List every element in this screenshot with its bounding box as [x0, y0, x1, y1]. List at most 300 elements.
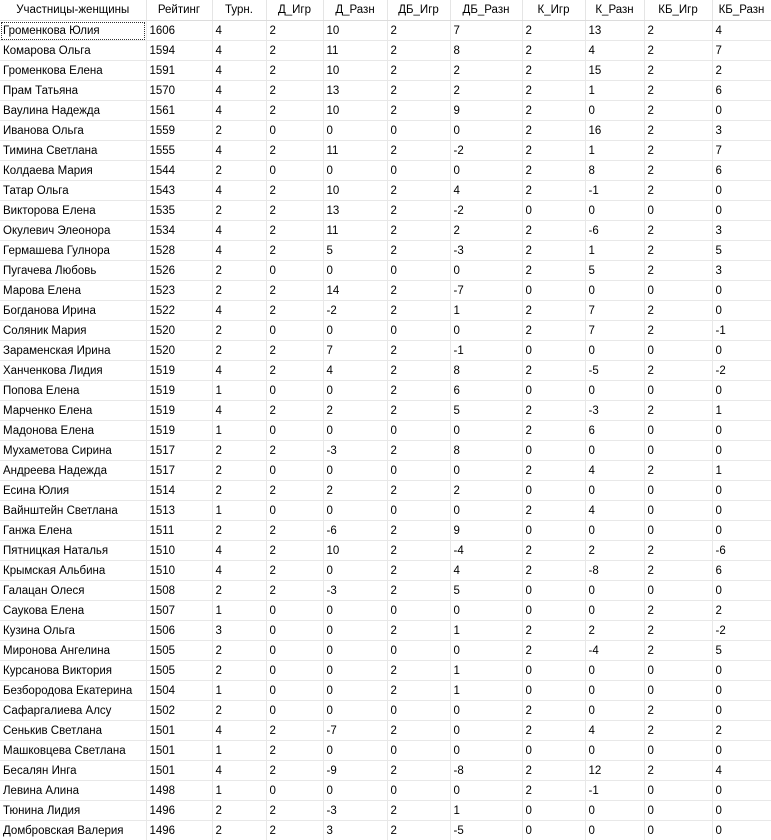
- cell-kb-games[interactable]: 0: [644, 521, 712, 541]
- cell-k-games[interactable]: 2: [522, 241, 585, 261]
- cell-kb-games[interactable]: 2: [644, 41, 712, 61]
- cell-d-games[interactable]: 2: [266, 821, 323, 840]
- cell-db-diff[interactable]: -4: [450, 541, 522, 561]
- column-header-participant[interactable]: Участницы-женщины: [0, 0, 146, 21]
- cell-tournaments[interactable]: 4: [212, 721, 266, 741]
- table-row[interactable]: [0, 221, 771, 241]
- cell-rating[interactable]: 1534: [146, 221, 212, 241]
- cell-db-games[interactable]: 2: [387, 721, 450, 741]
- cell-tournaments[interactable]: 4: [212, 561, 266, 581]
- cell-kb-games[interactable]: 2: [644, 561, 712, 581]
- cell-rating[interactable]: 1504: [146, 681, 212, 701]
- cell-tournaments[interactable]: 2: [212, 261, 266, 281]
- cell-d-diff[interactable]: 0: [323, 701, 387, 721]
- cell-participant-name[interactable]: Богданова Ирина: [0, 301, 146, 321]
- cell-db-games[interactable]: 2: [387, 541, 450, 561]
- cell-db-games[interactable]: 0: [387, 261, 450, 281]
- table-row[interactable]: [0, 721, 771, 741]
- cell-tournaments[interactable]: 2: [212, 121, 266, 141]
- cell-d-games[interactable]: 2: [266, 81, 323, 101]
- cell-d-diff[interactable]: 0: [323, 781, 387, 801]
- cell-kb-games[interactable]: 2: [644, 161, 712, 181]
- cell-participant-name[interactable]: Колдаева Мария: [0, 161, 146, 181]
- cell-db-games[interactable]: 2: [387, 281, 450, 301]
- cell-k-games[interactable]: 0: [522, 341, 585, 361]
- cell-db-diff[interactable]: 0: [450, 461, 522, 481]
- cell-db-games[interactable]: 2: [387, 441, 450, 461]
- cell-db-diff[interactable]: 0: [450, 701, 522, 721]
- cell-d-games[interactable]: 0: [266, 261, 323, 281]
- cell-db-diff[interactable]: 5: [450, 401, 522, 421]
- cell-kb-games[interactable]: 2: [644, 461, 712, 481]
- cell-kb-diff[interactable]: 0: [712, 701, 771, 721]
- cell-kb-diff[interactable]: 1: [712, 401, 771, 421]
- table-row[interactable]: [0, 481, 771, 501]
- cell-k-games[interactable]: 2: [522, 81, 585, 101]
- cell-tournaments[interactable]: 1: [212, 501, 266, 521]
- cell-d-games[interactable]: 2: [266, 521, 323, 541]
- table-row[interactable]: [0, 361, 771, 381]
- cell-k-diff[interactable]: 7: [585, 301, 644, 321]
- cell-participant-name[interactable]: Миронова Ангелина: [0, 641, 146, 661]
- cell-participant-name[interactable]: Ваулина Надежда: [0, 101, 146, 121]
- cell-rating[interactable]: 1510: [146, 561, 212, 581]
- cell-k-games[interactable]: 0: [522, 681, 585, 701]
- cell-kb-games[interactable]: 2: [644, 401, 712, 421]
- cell-db-games[interactable]: 0: [387, 601, 450, 621]
- cell-k-diff[interactable]: 6: [585, 421, 644, 441]
- cell-participant-name[interactable]: Левина Алина: [0, 781, 146, 801]
- cell-db-games[interactable]: 2: [387, 801, 450, 821]
- cell-rating[interactable]: 1517: [146, 461, 212, 481]
- cell-db-games[interactable]: 2: [387, 561, 450, 581]
- cell-kb-diff[interactable]: 0: [712, 741, 771, 761]
- table-row[interactable]: [0, 681, 771, 701]
- cell-tournaments[interactable]: 2: [212, 641, 266, 661]
- cell-d-diff[interactable]: 10: [323, 61, 387, 81]
- cell-d-games[interactable]: 2: [266, 721, 323, 741]
- cell-kb-diff[interactable]: -2: [712, 621, 771, 641]
- cell-participant-name[interactable]: Мухаметова Сирина: [0, 441, 146, 461]
- cell-kb-games[interactable]: 0: [644, 821, 712, 840]
- table-row[interactable]: [0, 521, 771, 541]
- table-row[interactable]: [0, 701, 771, 721]
- cell-db-games[interactable]: 0: [387, 701, 450, 721]
- cell-db-diff[interactable]: 4: [450, 181, 522, 201]
- cell-participant-name[interactable]: Гермашева Гулнора: [0, 241, 146, 261]
- cell-d-games[interactable]: 0: [266, 421, 323, 441]
- cell-d-games[interactable]: 2: [266, 441, 323, 461]
- cell-kb-games[interactable]: 0: [644, 481, 712, 501]
- cell-participant-name[interactable]: Крымская Альбина: [0, 561, 146, 581]
- cell-kb-diff[interactable]: 3: [712, 121, 771, 141]
- cell-k-diff[interactable]: 0: [585, 341, 644, 361]
- cell-kb-diff[interactable]: 0: [712, 501, 771, 521]
- cell-db-diff[interactable]: 0: [450, 501, 522, 521]
- cell-db-games[interactable]: 2: [387, 81, 450, 101]
- cell-d-diff[interactable]: 13: [323, 81, 387, 101]
- cell-d-diff[interactable]: 4: [323, 361, 387, 381]
- cell-d-diff[interactable]: 11: [323, 141, 387, 161]
- cell-k-diff[interactable]: 5: [585, 261, 644, 281]
- cell-d-games[interactable]: 2: [266, 101, 323, 121]
- cell-kb-games[interactable]: 2: [644, 641, 712, 661]
- cell-tournaments[interactable]: 4: [212, 61, 266, 81]
- cell-db-diff[interactable]: -1: [450, 341, 522, 361]
- cell-participant-name[interactable]: Сенькив Светлана: [0, 721, 146, 741]
- cell-participant-name[interactable]: Домбровская Валерия: [0, 821, 146, 840]
- cell-kb-games[interactable]: 2: [644, 621, 712, 641]
- cell-rating[interactable]: 1520: [146, 341, 212, 361]
- cell-participant-name[interactable]: Марова Елена: [0, 281, 146, 301]
- cell-k-diff[interactable]: 0: [585, 521, 644, 541]
- cell-rating[interactable]: 1519: [146, 381, 212, 401]
- cell-k-diff[interactable]: 0: [585, 701, 644, 721]
- cell-d-games[interactable]: 2: [266, 221, 323, 241]
- cell-participant-name[interactable]: Иванова Ольга: [0, 121, 146, 141]
- cell-k-games[interactable]: 0: [522, 601, 585, 621]
- cell-rating[interactable]: 1510: [146, 541, 212, 561]
- cell-k-games[interactable]: 2: [522, 181, 585, 201]
- cell-participant-name[interactable]: Пугачева Любовь: [0, 261, 146, 281]
- cell-d-diff[interactable]: -2: [323, 301, 387, 321]
- cell-d-diff[interactable]: -3: [323, 581, 387, 601]
- column-header-db-diff[interactable]: ДБ_Разн: [450, 0, 522, 21]
- cell-d-diff[interactable]: 11: [323, 221, 387, 241]
- table-row[interactable]: [0, 501, 771, 521]
- cell-db-games[interactable]: 2: [387, 401, 450, 421]
- cell-db-diff[interactable]: -7: [450, 281, 522, 301]
- cell-tournaments[interactable]: 2: [212, 481, 266, 501]
- cell-db-diff[interactable]: 2: [450, 481, 522, 501]
- cell-d-games[interactable]: 2: [266, 281, 323, 301]
- cell-db-games[interactable]: 0: [387, 501, 450, 521]
- cell-k-diff[interactable]: -6: [585, 221, 644, 241]
- cell-db-games[interactable]: 2: [387, 681, 450, 701]
- cell-kb-diff[interactable]: 0: [712, 481, 771, 501]
- cell-d-diff[interactable]: 7: [323, 341, 387, 361]
- cell-db-diff[interactable]: 0: [450, 601, 522, 621]
- cell-k-diff[interactable]: 0: [585, 481, 644, 501]
- table-row[interactable]: [0, 621, 771, 641]
- cell-participant-name[interactable]: Бесалян Инга: [0, 761, 146, 781]
- cell-d-games[interactable]: 0: [266, 701, 323, 721]
- cell-k-diff[interactable]: 2: [585, 541, 644, 561]
- cell-d-diff[interactable]: 11: [323, 41, 387, 61]
- cell-db-games[interactable]: 0: [387, 161, 450, 181]
- cell-d-diff[interactable]: 0: [323, 681, 387, 701]
- cell-rating[interactable]: 1594: [146, 41, 212, 61]
- cell-d-games[interactable]: 2: [266, 341, 323, 361]
- cell-db-games[interactable]: 2: [387, 201, 450, 221]
- cell-db-diff[interactable]: 7: [450, 21, 522, 41]
- cell-tournaments[interactable]: 2: [212, 441, 266, 461]
- cell-k-diff[interactable]: -3: [585, 401, 644, 421]
- cell-tournaments[interactable]: 4: [212, 361, 266, 381]
- cell-db-games[interactable]: 0: [387, 121, 450, 141]
- cell-d-diff[interactable]: 0: [323, 421, 387, 441]
- table-row[interactable]: [0, 801, 771, 821]
- cell-db-diff[interactable]: -8: [450, 761, 522, 781]
- cell-d-games[interactable]: 0: [266, 381, 323, 401]
- cell-tournaments[interactable]: 1: [212, 681, 266, 701]
- cell-tournaments[interactable]: 1: [212, 781, 266, 801]
- cell-kb-diff[interactable]: 2: [712, 601, 771, 621]
- table-row[interactable]: [0, 181, 771, 201]
- cell-kb-games[interactable]: 2: [644, 701, 712, 721]
- cell-k-diff[interactable]: 0: [585, 681, 644, 701]
- table-row[interactable]: [0, 401, 771, 421]
- cell-k-games[interactable]: 2: [522, 621, 585, 641]
- cell-k-games[interactable]: 0: [522, 741, 585, 761]
- cell-db-diff[interactable]: 8: [450, 41, 522, 61]
- cell-d-games[interactable]: 0: [266, 161, 323, 181]
- cell-k-games[interactable]: 2: [522, 781, 585, 801]
- cell-d-games[interactable]: 2: [266, 41, 323, 61]
- cell-d-diff[interactable]: 3: [323, 821, 387, 840]
- cell-db-games[interactable]: 0: [387, 741, 450, 761]
- cell-d-diff[interactable]: 0: [323, 621, 387, 641]
- cell-k-games[interactable]: 2: [522, 321, 585, 341]
- cell-rating[interactable]: 1544: [146, 161, 212, 181]
- cell-k-diff[interactable]: 2: [585, 621, 644, 641]
- cell-kb-games[interactable]: 2: [644, 21, 712, 41]
- cell-rating[interactable]: 1522: [146, 301, 212, 321]
- cell-d-diff[interactable]: 0: [323, 641, 387, 661]
- cell-k-diff[interactable]: 0: [585, 661, 644, 681]
- table-row[interactable]: [0, 561, 771, 581]
- column-header-db-games[interactable]: ДБ_Игр: [387, 0, 450, 21]
- cell-tournaments[interactable]: 2: [212, 701, 266, 721]
- cell-kb-games[interactable]: 2: [644, 81, 712, 101]
- cell-d-games[interactable]: 2: [266, 201, 323, 221]
- table-row[interactable]: [0, 161, 771, 181]
- cell-db-diff[interactable]: 0: [450, 321, 522, 341]
- column-header-k-diff[interactable]: К_Разн: [585, 0, 644, 21]
- cell-d-diff[interactable]: 10: [323, 181, 387, 201]
- cell-k-diff[interactable]: 0: [585, 201, 644, 221]
- cell-tournaments[interactable]: 4: [212, 301, 266, 321]
- cell-db-games[interactable]: 2: [387, 41, 450, 61]
- cell-kb-diff[interactable]: 2: [712, 61, 771, 81]
- column-header-k-games[interactable]: К_Игр: [522, 0, 585, 21]
- cell-k-games[interactable]: 0: [522, 801, 585, 821]
- cell-tournaments[interactable]: 2: [212, 321, 266, 341]
- column-header-d-diff[interactable]: Д_Разн: [323, 0, 387, 21]
- cell-participant-name[interactable]: Ханченкова Лидия: [0, 361, 146, 381]
- cell-participant-name[interactable]: Соляник Мария: [0, 321, 146, 341]
- table-row[interactable]: [0, 601, 771, 621]
- cell-db-diff[interactable]: 1: [450, 661, 522, 681]
- table-row[interactable]: [0, 101, 771, 121]
- cell-participant-name[interactable]: Комарова Ольга: [0, 41, 146, 61]
- cell-k-diff[interactable]: 0: [585, 801, 644, 821]
- cell-participant-name[interactable]: Громенкова Елена: [0, 61, 146, 81]
- cell-tournaments[interactable]: 4: [212, 81, 266, 101]
- cell-rating[interactable]: 1528: [146, 241, 212, 261]
- cell-participant-name[interactable]: Вайнштейн Светлана: [0, 501, 146, 521]
- cell-k-games[interactable]: 2: [522, 141, 585, 161]
- cell-kb-games[interactable]: 0: [644, 421, 712, 441]
- column-header-rating[interactable]: Рейтинг: [146, 0, 212, 21]
- cell-tournaments[interactable]: 4: [212, 541, 266, 561]
- cell-participant-name[interactable]: Прам Татьяна: [0, 81, 146, 101]
- cell-kb-diff[interactable]: 5: [712, 241, 771, 261]
- cell-rating[interactable]: 1506: [146, 621, 212, 641]
- cell-tournaments[interactable]: 2: [212, 821, 266, 840]
- cell-k-diff[interactable]: 0: [585, 741, 644, 761]
- cell-kb-games[interactable]: 0: [644, 441, 712, 461]
- table-row[interactable]: [0, 301, 771, 321]
- cell-db-games[interactable]: 2: [387, 341, 450, 361]
- cell-kb-games[interactable]: 0: [644, 781, 712, 801]
- cell-k-diff[interactable]: 7: [585, 321, 644, 341]
- cell-d-games[interactable]: 2: [266, 761, 323, 781]
- table-row[interactable]: [0, 81, 771, 101]
- cell-d-games[interactable]: 0: [266, 641, 323, 661]
- cell-d-diff[interactable]: 0: [323, 321, 387, 341]
- cell-k-diff[interactable]: 0: [585, 101, 644, 121]
- cell-participant-name[interactable]: Саукова Елена: [0, 601, 146, 621]
- cell-k-games[interactable]: 2: [522, 61, 585, 81]
- cell-participant-name[interactable]: Пятницкая Наталья: [0, 541, 146, 561]
- cell-participant-name[interactable]: Громенкова Юлия: [0, 21, 146, 41]
- cell-tournaments[interactable]: 2: [212, 201, 266, 221]
- cell-d-diff[interactable]: 0: [323, 661, 387, 681]
- cell-kb-games[interactable]: 2: [644, 241, 712, 261]
- cell-db-games[interactable]: 2: [387, 361, 450, 381]
- cell-k-diff[interactable]: 4: [585, 501, 644, 521]
- cell-participant-name[interactable]: Зараменская Ирина: [0, 341, 146, 361]
- cell-rating[interactable]: 1526: [146, 261, 212, 281]
- cell-kb-diff[interactable]: 0: [712, 521, 771, 541]
- cell-d-games[interactable]: 2: [266, 181, 323, 201]
- cell-d-games[interactable]: 0: [266, 681, 323, 701]
- cell-k-diff[interactable]: 1: [585, 81, 644, 101]
- cell-kb-games[interactable]: 2: [644, 761, 712, 781]
- cell-k-diff[interactable]: 0: [585, 601, 644, 621]
- cell-kb-games[interactable]: 2: [644, 301, 712, 321]
- cell-k-games[interactable]: 2: [522, 501, 585, 521]
- cell-k-diff[interactable]: 4: [585, 721, 644, 741]
- cell-db-diff[interactable]: 0: [450, 641, 522, 661]
- cell-tournaments[interactable]: 2: [212, 581, 266, 601]
- cell-rating[interactable]: 1496: [146, 821, 212, 840]
- cell-d-diff[interactable]: -7: [323, 721, 387, 741]
- cell-k-games[interactable]: 2: [522, 221, 585, 241]
- cell-db-diff[interactable]: 1: [450, 801, 522, 821]
- cell-d-diff[interactable]: 0: [323, 501, 387, 521]
- cell-rating[interactable]: 1508: [146, 581, 212, 601]
- cell-participant-name[interactable]: Ганжа Елена: [0, 521, 146, 541]
- cell-kb-games[interactable]: 2: [644, 601, 712, 621]
- cell-k-diff[interactable]: 16: [585, 121, 644, 141]
- cell-participant-name[interactable]: Татар Ольга: [0, 181, 146, 201]
- cell-rating[interactable]: 1519: [146, 401, 212, 421]
- cell-kb-games[interactable]: 0: [644, 661, 712, 681]
- cell-rating[interactable]: 1520: [146, 321, 212, 341]
- cell-rating[interactable]: 1498: [146, 781, 212, 801]
- cell-db-games[interactable]: 2: [387, 621, 450, 641]
- cell-rating[interactable]: 1511: [146, 521, 212, 541]
- cell-k-games[interactable]: 2: [522, 421, 585, 441]
- table-row[interactable]: [0, 581, 771, 601]
- cell-k-games[interactable]: 2: [522, 121, 585, 141]
- cell-rating[interactable]: 1514: [146, 481, 212, 501]
- cell-db-diff[interactable]: 0: [450, 161, 522, 181]
- cell-db-games[interactable]: 0: [387, 461, 450, 481]
- cell-participant-name[interactable]: Курсанова Виктория: [0, 661, 146, 681]
- table-row[interactable]: [0, 821, 771, 840]
- cell-db-diff[interactable]: 8: [450, 441, 522, 461]
- cell-d-games[interactable]: 0: [266, 321, 323, 341]
- cell-d-games[interactable]: 0: [266, 601, 323, 621]
- cell-k-diff[interactable]: -5: [585, 361, 644, 381]
- cell-kb-games[interactable]: 2: [644, 61, 712, 81]
- cell-k-games[interactable]: 2: [522, 561, 585, 581]
- cell-k-games[interactable]: 0: [522, 281, 585, 301]
- cell-db-diff[interactable]: 2: [450, 61, 522, 81]
- cell-kb-diff[interactable]: 0: [712, 381, 771, 401]
- cell-tournaments[interactable]: 2: [212, 521, 266, 541]
- table-row[interactable]: [0, 21, 771, 41]
- cell-k-diff[interactable]: -1: [585, 181, 644, 201]
- cell-tournaments[interactable]: 4: [212, 221, 266, 241]
- cell-kb-diff[interactable]: 1: [712, 461, 771, 481]
- cell-kb-games[interactable]: 2: [644, 101, 712, 121]
- cell-rating[interactable]: 1591: [146, 61, 212, 81]
- cell-kb-diff[interactable]: -6: [712, 541, 771, 561]
- cell-kb-diff[interactable]: 0: [712, 201, 771, 221]
- table-row[interactable]: [0, 341, 771, 361]
- cell-rating[interactable]: 1501: [146, 721, 212, 741]
- cell-kb-games[interactable]: 2: [644, 181, 712, 201]
- cell-rating[interactable]: 1505: [146, 661, 212, 681]
- cell-k-games[interactable]: 0: [522, 381, 585, 401]
- cell-kb-games[interactable]: 2: [644, 541, 712, 561]
- cell-participant-name[interactable]: Есина Юлия: [0, 481, 146, 501]
- cell-tournaments[interactable]: 2: [212, 801, 266, 821]
- cell-k-games[interactable]: 2: [522, 461, 585, 481]
- cell-k-games[interactable]: 2: [522, 161, 585, 181]
- cell-d-diff[interactable]: 5: [323, 241, 387, 261]
- cell-k-games[interactable]: 2: [522, 641, 585, 661]
- cell-db-diff[interactable]: 6: [450, 381, 522, 401]
- cell-kb-games[interactable]: 0: [644, 501, 712, 521]
- cell-kb-diff[interactable]: 0: [712, 101, 771, 121]
- table-row[interactable]: [0, 641, 771, 661]
- cell-d-games[interactable]: 2: [266, 241, 323, 261]
- cell-db-diff[interactable]: 0: [450, 781, 522, 801]
- cell-tournaments[interactable]: 2: [212, 661, 266, 681]
- cell-d-diff[interactable]: 0: [323, 741, 387, 761]
- cell-rating[interactable]: 1513: [146, 501, 212, 521]
- cell-k-diff[interactable]: 8: [585, 161, 644, 181]
- cell-participant-name[interactable]: Марченко Елена: [0, 401, 146, 421]
- cell-d-diff[interactable]: 10: [323, 21, 387, 41]
- cell-k-diff[interactable]: 15: [585, 61, 644, 81]
- cell-rating[interactable]: 1543: [146, 181, 212, 201]
- cell-k-games[interactable]: 0: [522, 581, 585, 601]
- cell-db-games[interactable]: 2: [387, 301, 450, 321]
- table-row[interactable]: [0, 281, 771, 301]
- cell-rating[interactable]: 1570: [146, 81, 212, 101]
- cell-kb-games[interactable]: 0: [644, 281, 712, 301]
- cell-d-diff[interactable]: -9: [323, 761, 387, 781]
- cell-kb-diff[interactable]: 0: [712, 801, 771, 821]
- cell-db-diff[interactable]: 8: [450, 361, 522, 381]
- cell-d-diff[interactable]: 0: [323, 461, 387, 481]
